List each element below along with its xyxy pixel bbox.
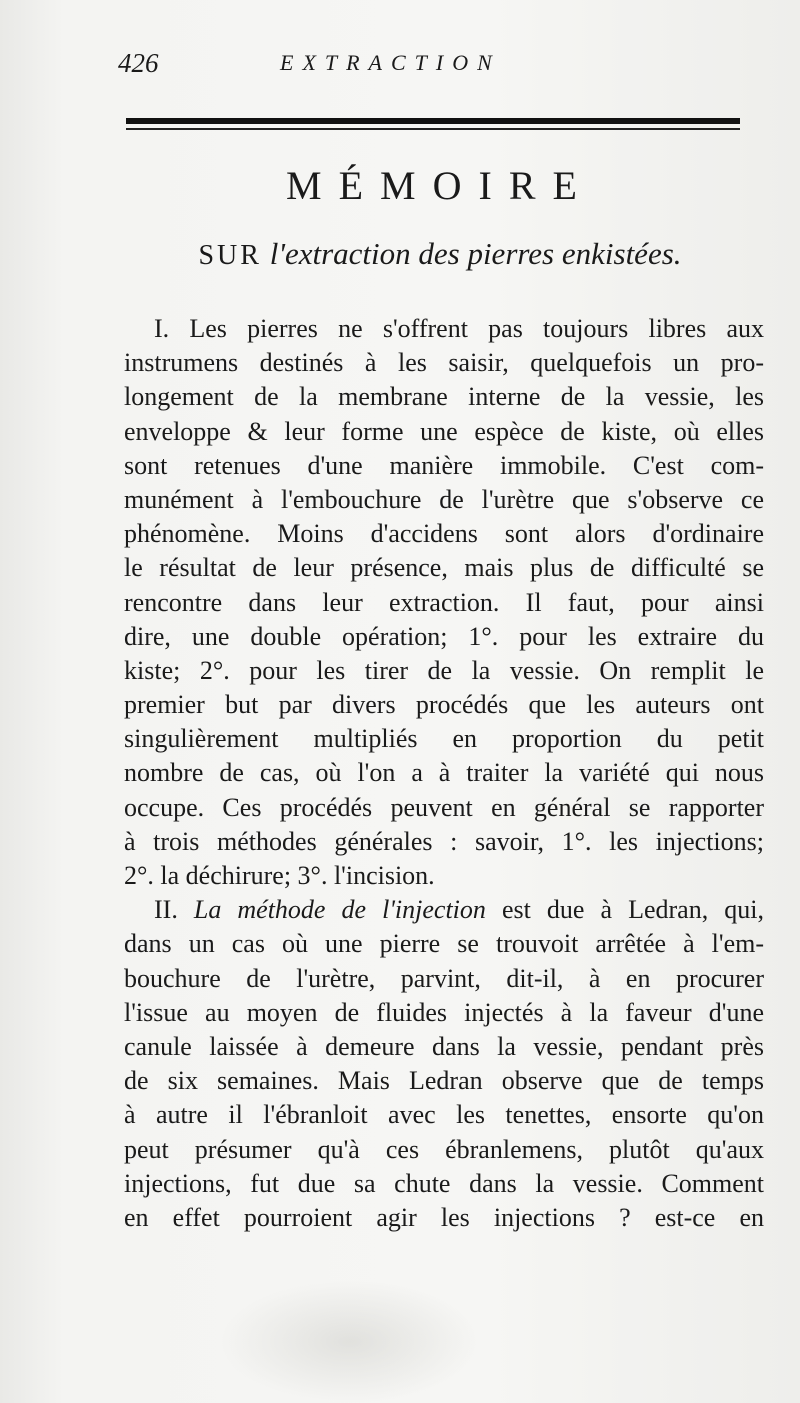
paragraph-line: sont retenues d'une manière immobile. C'est com- — [124, 450, 764, 480]
paragraph-line: l'issue au moyen de fluides injectés à la faveur d'une — [124, 997, 764, 1027]
paragraph-line — [124, 893, 764, 927]
paragraph-line: injections, fut due sa chute dans la vessie. Comment — [124, 1168, 764, 1198]
paragraph-line: de six semaines. Mais Ledran observe que de temps — [124, 1066, 764, 1096]
paragraph-line: le résultat de leur présence, mais plus de difficulté se — [124, 553, 764, 583]
paragraph-2 — [124, 893, 764, 1235]
header-rule-thin — [126, 128, 740, 130]
paragraph-line: singulièrement multipliés en proportion du petit — [124, 724, 764, 754]
paragraph-line: rencontre dans leur extraction. Il faut, pour ainsi — [124, 587, 764, 617]
paragraph-line: dire, une double opération; 1°. pour les extraire du — [124, 621, 764, 651]
paragraph-line: munément à l'embouchure de l'urètre que s'observe ce — [124, 484, 764, 514]
paragraph-line: bouchure de l'urètre, parvint, dit-il, à en procurer — [124, 963, 764, 993]
italic-heading: La méthode de l'injection — [193, 895, 486, 925]
paragraph-number: II. — [154, 895, 194, 925]
header-rule — [126, 118, 740, 133]
subtitle-sur: SUR — [198, 240, 262, 271]
paragraph-line: canule laissée à demeure dans la vessie, pendant près — [124, 1031, 764, 1061]
section-subtitle — [120, 236, 760, 272]
paragraph-line: à autre il l'ébranloit avec les tenettes, ensorte qu'on — [124, 1100, 764, 1130]
paragraph-line: nombre de cas, où l'on a à traiter la variété qui nous — [124, 758, 764, 788]
paragraph-line: I. Les pierres ne s'offrent pas toujours libres aux — [154, 314, 764, 343]
page-header — [118, 48, 738, 84]
subtitle-rest: l'extraction des pierres enkistées. — [261, 236, 682, 271]
paragraph-line-rest: est due à Ledran, qui, — [485, 895, 764, 925]
body-text — [124, 312, 764, 1235]
paragraph-line: longement de la membrane interne de la vessie, les — [124, 382, 764, 412]
paragraph-line: à trois méthodes générales : savoir, 1°. les injections; — [124, 826, 764, 856]
paragraph-line: dans un cas où une pierre se trouvoit arrêtée à l'em- — [124, 929, 764, 959]
paragraph-line: en effet pourroient agir les injections ? est-ce en — [124, 1202, 764, 1232]
page-number: 426 — [118, 48, 159, 78]
paragraph-line: instrumens destinés à les saisir, quelquefois un pro- — [124, 348, 764, 378]
running-head: EXTRACTION — [280, 50, 501, 75]
paragraph-line: phénomène. Moins d'accidens sont alors d'ordinaire — [124, 519, 764, 549]
paragraph-1 — [124, 312, 764, 893]
paper-stain — [220, 1280, 480, 1403]
paragraph-line: peut présumer qu'à ces ébranlemens, plutôt qu'aux — [124, 1134, 764, 1164]
paragraph-line: enveloppe & leur forme une espèce de kiste, où elles — [124, 416, 764, 446]
header-rule-thick — [126, 118, 740, 124]
paragraph-line: 2°. la déchirure; 3°. l'incision. — [124, 861, 435, 890]
paragraph-line: premier but par divers procédés que les auteurs ont — [124, 690, 764, 720]
section-title: MÉMOIRE — [286, 163, 594, 208]
paragraph-line: occupe. Ces procédés peuvent en général se rapporter — [124, 792, 764, 822]
paragraph-line: kiste; 2°. pour les tirer de la vessie. On remplit le — [124, 655, 764, 685]
